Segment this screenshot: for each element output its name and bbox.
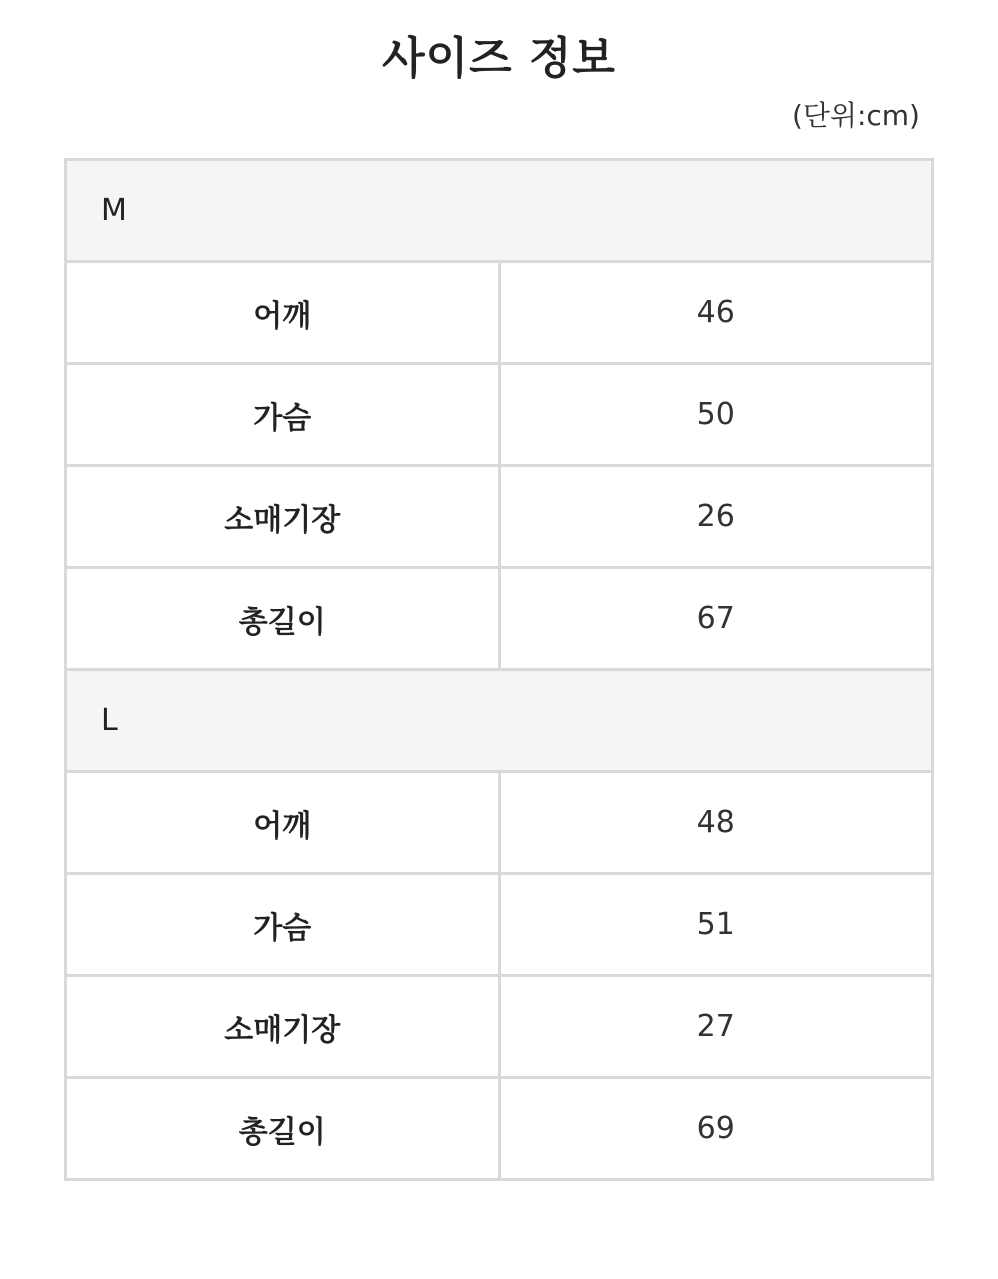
- measurement-label: 가슴: [66, 364, 500, 466]
- measurement-label: 소매기장: [66, 976, 500, 1078]
- measurement-value: 50: [499, 364, 933, 466]
- measurement-value: 26: [499, 466, 933, 568]
- measurement-value: 46: [499, 262, 933, 364]
- unit-label: (단위:cm): [791, 99, 920, 132]
- measurement-label: 총길이: [66, 568, 500, 670]
- size-header-row: [66, 160, 933, 262]
- table-row: [66, 772, 933, 874]
- measurement-label: 총길이: [66, 1078, 500, 1180]
- size-name: L: [66, 670, 933, 772]
- measurement-value: 69: [499, 1078, 933, 1180]
- table-row: [66, 364, 933, 466]
- table-row: [66, 262, 933, 364]
- table-row: [66, 874, 933, 976]
- size-name: M: [66, 160, 933, 262]
- measurement-label: 어깨: [66, 772, 500, 874]
- size-header-row: [66, 670, 933, 772]
- table-row: [66, 466, 933, 568]
- measurement-label: 어깨: [66, 262, 500, 364]
- measurement-label: 가슴: [66, 874, 500, 976]
- page-title: 사이즈 정보: [382, 33, 616, 84]
- measurement-label: 소매기장: [66, 466, 500, 568]
- table-row: [66, 1078, 933, 1180]
- measurement-value: 27: [499, 976, 933, 1078]
- size-table: [64, 158, 934, 1181]
- table-row: [66, 568, 933, 670]
- table-row: [66, 976, 933, 1078]
- measurement-value: 67: [499, 568, 933, 670]
- measurement-value: 51: [499, 874, 933, 976]
- measurement-value: 48: [499, 772, 933, 874]
